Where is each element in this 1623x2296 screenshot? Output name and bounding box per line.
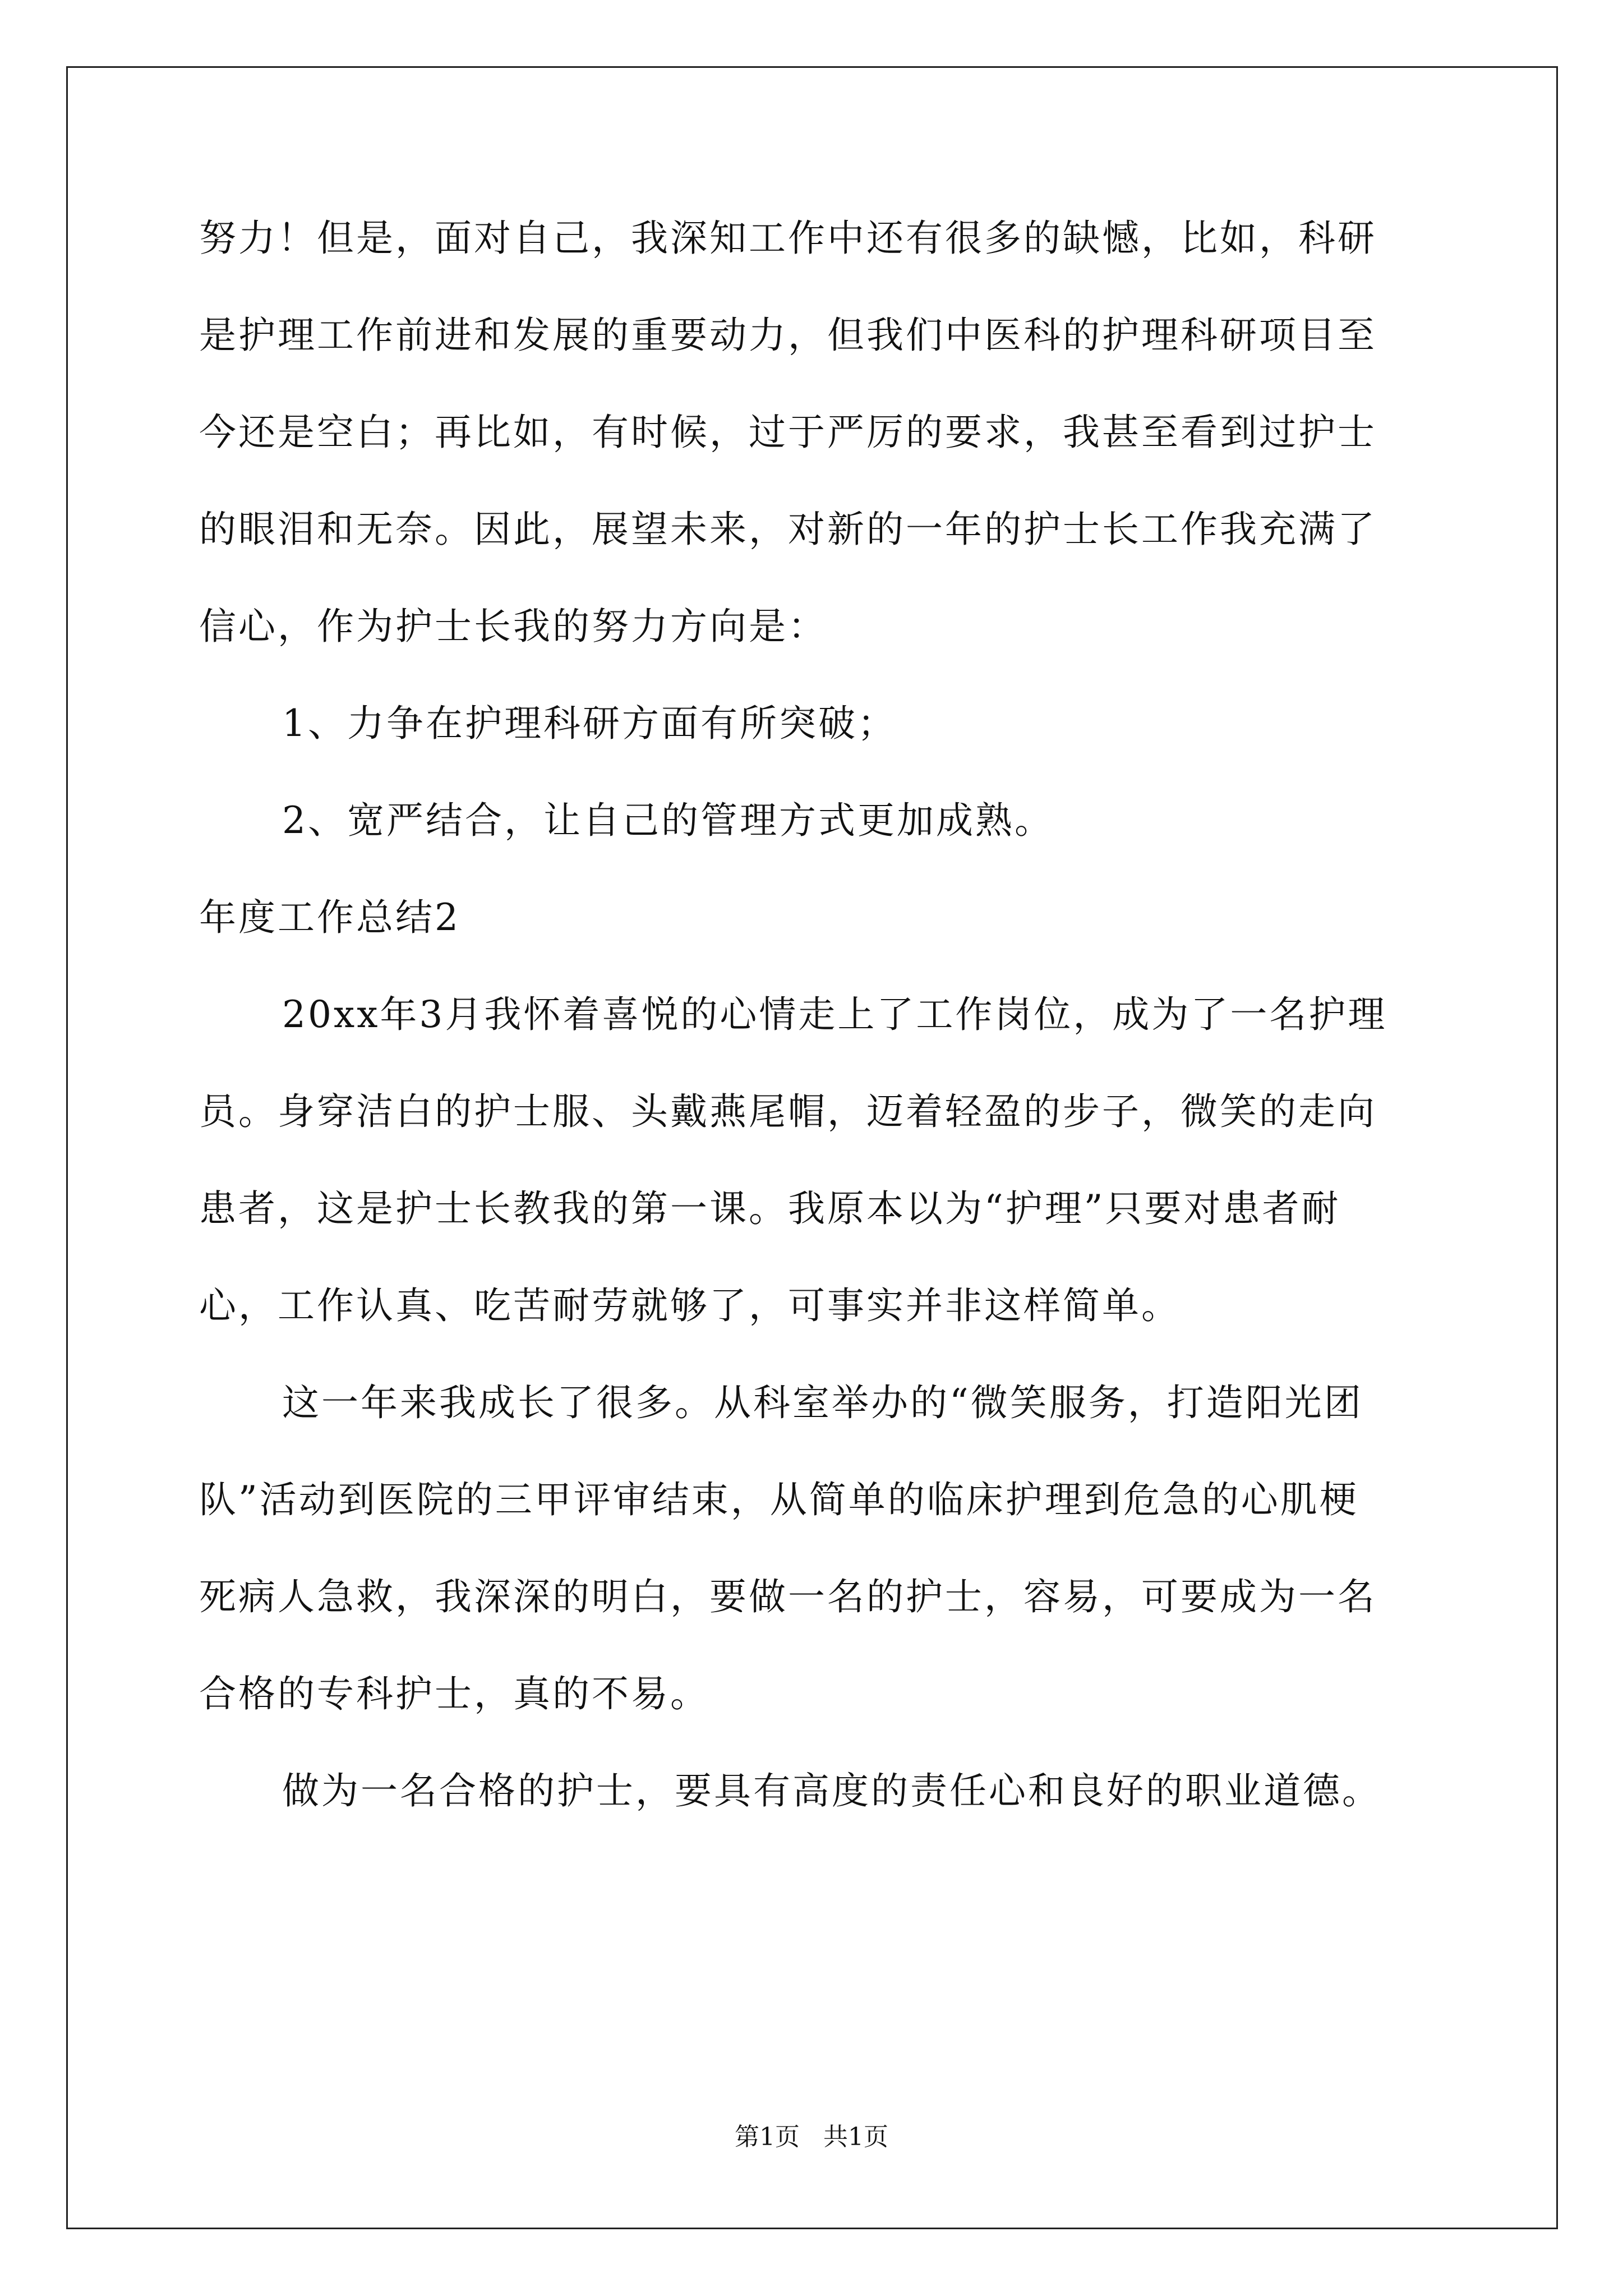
paragraph-line: 今还是空白；再比如，有时候，过于严厉的要求，我甚至看到过护士	[199, 411, 1377, 454]
paragraph-line: 死病人急救，我深深的明白，要做一名的护士，容易，可要成为一名	[199, 1575, 1377, 1618]
paragraph-line: 这一年来我成长了很多。从科室举办的“微笑服务，打造阳光团	[282, 1381, 1363, 1424]
paragraph-line: 做为一名合格的护士，要具有高度的责任心和良好的职业道德。	[282, 1769, 1381, 1812]
page-border	[66, 66, 1558, 2229]
paragraph-line: 队”活动到医院的三甲评审结束，从简单的临床护理到危急的心肌梗	[199, 1478, 1359, 1521]
paragraph-line: 员。身穿洁白的护士服、头戴燕尾帽，迈着轻盈的步子，微笑的走向	[199, 1090, 1377, 1133]
paragraph-line: 合格的专科护士，真的不易。	[199, 1672, 709, 1715]
section-heading: 年度工作总结2	[199, 896, 460, 939]
paragraph-line: 20xx年3月我怀着喜悦的心情走上了工作岗位，成为了一名护理	[282, 993, 1387, 1036]
list-item: 2、宽严结合，让自己的管理方式更加成熟。	[282, 799, 1054, 842]
page-number-footer: 第1页 共1页	[735, 2123, 888, 2151]
paragraph-line: 的眼泪和无奈。因此，展望未来，对新的一年的护士长工作我充满了	[199, 508, 1377, 551]
paragraph-line: 心，工作认真、吃苦耐劳就够了，可事实并非这样简单。	[199, 1284, 1181, 1327]
paragraph-line: 努力！但是，面对自己，我深知工作中还有很多的缺憾，比如，科研	[199, 217, 1377, 260]
paragraph-line: 信心，作为护士长我的努力方向是：	[199, 605, 827, 648]
paragraph-line: 患者，这是护士长教我的第一课。我原本以为“护理”只要对患者耐	[199, 1187, 1341, 1230]
list-item: 1、力争在护理科研方面有所突破；	[282, 702, 897, 745]
paragraph-line: 是护理工作前进和发展的重要动力，但我们中医科的护理科研项目至	[199, 314, 1377, 357]
